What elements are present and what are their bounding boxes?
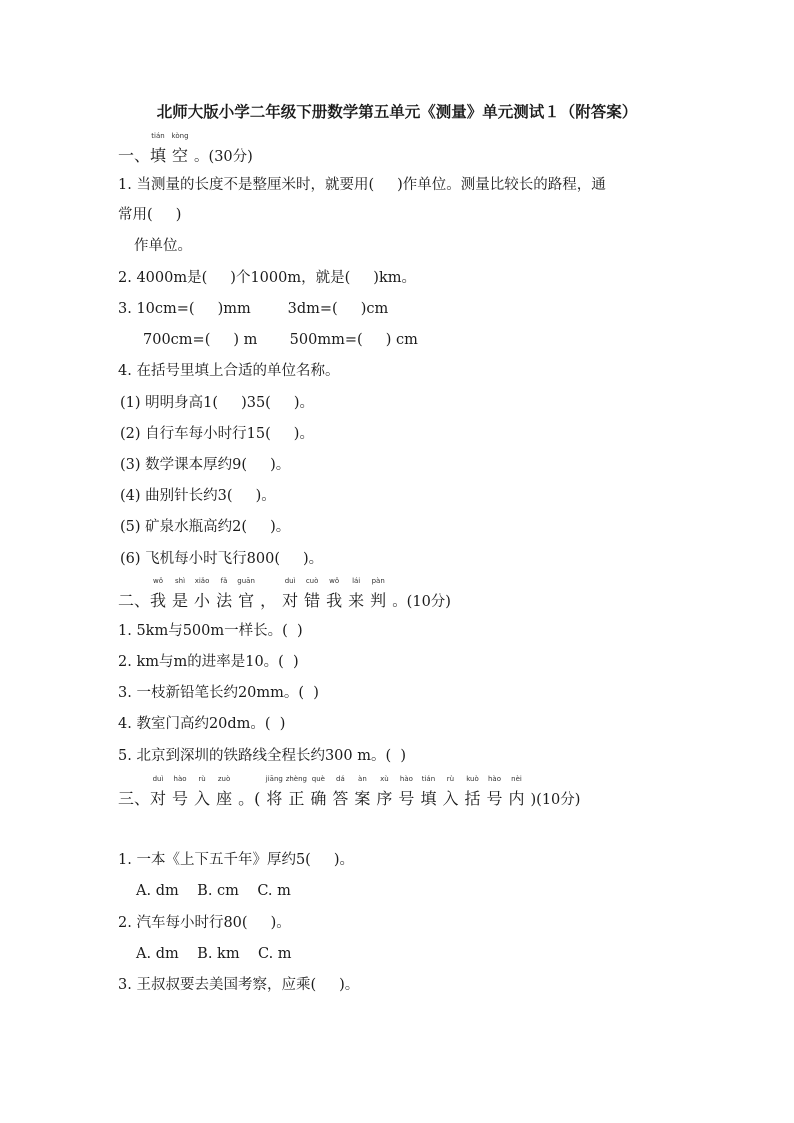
pinyin-text: zuò [217,775,231,783]
choice-options-2: A. dm B. km C. m [136,946,292,962]
judge-item: 4. 教室门高约20dm。( ) [118,716,286,732]
hanzi-char: 是 [172,591,189,610]
choice-question-3: 3. 王叔叔要去美国考察，应乘( )。 [118,977,360,993]
pinyin-char [420,775,437,809]
pinyin-char [486,775,503,809]
pinyin-char [171,132,189,166]
hanzi-char: 号 [486,789,503,808]
section-number: 一、 [118,146,151,165]
hanzi-char: 内 [508,789,525,808]
question-1-line-2: 常用( ) [118,207,182,223]
pinyin-char [265,775,283,809]
pinyin-char [150,775,167,809]
pinyin-char [508,775,525,809]
pinyin-text: shì [175,577,186,585]
hanzi-char: 入 [442,789,459,808]
hanzi-char: 法 [216,591,233,610]
pinyin-char [354,775,371,809]
hanzi-char: 座 [216,789,233,808]
judge-item: 1. 5km与500m一样长。( ) [118,623,303,639]
document-title: 北师大版小学二年级下册数学第五单元《测量》单元测试１（附答案） [156,102,638,121]
question-1-line-1: 1. 当测量的长度不是整厘米时，就要用( )作单位。测量比较长的路程，通 [118,177,606,193]
pinyin-text: wǒ [153,577,164,585]
pinyin-text: cuò [305,577,319,585]
hanzi-char: 我 [326,591,343,610]
pinyin-text: hào [173,775,187,783]
hanzi-char: 空 [172,146,189,165]
question-2: 2. 4000m是( )个1000m，就是( )km。 [118,270,416,286]
hanzi-char: 将 [266,789,283,808]
hanzi-char: 错 [304,591,321,610]
choice-question-1: 1. 一本《上下五千年》厚约5( )。 [118,852,355,868]
pinyin-text: hào [399,775,413,783]
hanzi-char: ， [260,591,277,610]
question-4-item: (6) 飞机每小时飞行800( )。 [120,551,324,567]
section-tail: )(10分) [530,792,581,808]
pinyin-char [172,775,189,809]
pinyin-char [216,577,233,611]
pinyin-text: rù [446,775,455,783]
section-2-heading [118,577,451,611]
pinyin-text: rù [198,775,206,783]
pinyin-text: dá [336,775,345,783]
section-number: 二、 [118,591,151,610]
question-4-item: (5) 矿泉水瓶高约2( )。 [120,519,291,535]
pinyin-char [194,775,211,809]
hanzi-char: 来 [348,591,365,610]
pinyin-char [310,775,327,809]
pinyin-text: nèi [511,775,522,783]
hanzi-char: 正 [288,789,305,808]
pinyin-char [260,588,276,611]
pinyin-text: hào [487,775,501,783]
pinyin-text: jiāng [265,775,283,783]
pinyin-char [150,132,167,166]
hanzi-char: 确 [310,789,327,808]
pinyin-text: tián [151,132,165,140]
pinyin-text: duì [152,775,164,783]
hanzi-char: 小 [194,591,211,610]
judge-item: 5. 北京到深圳的铁路线全程长约300 m。( ) [118,748,407,764]
hanzi-char: 对 [282,591,299,610]
pinyin-char [464,775,481,809]
pinyin-text: kuò [466,775,479,783]
judge-item: 2. km与m的进率是10。( ) [118,654,299,670]
hanzi-char: 号 [398,789,415,808]
section-3-heading [118,775,581,809]
hanzi-char: 案 [354,789,371,808]
pinyin-text: pàn [371,577,385,585]
pinyin-char [332,775,349,809]
pinyin-text: wǒ [329,577,340,585]
pinyin-char [304,577,321,611]
pinyin-char [398,775,415,809]
pinyin-text: fǎ [220,577,228,585]
hanzi-char: 入 [194,789,211,808]
choice-question-2: 2. 汽车每小时行80( )。 [118,915,291,931]
question-1-line-3: 作单位。 [134,238,192,254]
pinyin-text: xù [380,775,389,783]
choice-options-1: A. dm B. cm C. m [136,883,291,899]
section-tail: 。(30分) [194,149,253,165]
hanzi-char: 答 [332,789,349,808]
pinyin-text: duì [284,577,296,585]
pinyin-char [150,577,167,611]
pinyin-text: guān [237,577,255,585]
section-1-heading [118,132,253,166]
section-number: 三、 [118,789,151,808]
question-3-line-1: 3. 10cm=( )mm 3dm=( )cm [118,301,389,317]
question-3-line-2: 700cm=( ) m 500mm=( ) cm [143,332,418,348]
pinyin-char [237,577,255,611]
pinyin-text: tián [421,775,436,783]
pinyin-text: xiǎo [194,577,210,585]
hanzi-char: 号 [172,789,189,808]
section-tail: 。(10分) [392,594,451,610]
pinyin-char [282,577,299,611]
hanzi-char: 。( [238,789,261,808]
pinyin-char [442,775,459,809]
pinyin-text: lái [352,577,361,585]
pinyin-char [172,577,189,611]
question-4-item: (1) 明明身高1( )35( )。 [120,395,315,411]
pinyin-char [348,577,365,611]
pinyin-char [326,577,343,611]
pinyin-text: kòng [171,132,189,140]
hanzi-char: 填 [420,789,437,808]
pinyin-char [376,775,393,809]
question-4: 4. 在括号里填上合适的单位名称。 [118,363,340,379]
pinyin-text: què [311,775,325,783]
hanzi-char: 括 [464,789,481,808]
pinyin-char [238,786,260,809]
hanzi-char: 填 [150,146,167,165]
pinyin-char [285,775,307,809]
pinyin-text: àn [358,775,367,783]
hanzi-char: 官 [238,591,255,610]
pinyin-char [194,577,211,611]
question-4-item: (3) 数学课本厚约9( )。 [120,457,291,473]
pinyin-char [216,775,233,809]
hanzi-char: 序 [376,789,393,808]
hanzi-char: 对 [150,789,167,808]
hanzi-char: 判 [370,591,387,610]
judge-item: 3. 一枝新铅笔长约20mm。( ) [118,685,319,701]
question-4-item: (4) 曲别针长约3( )。 [120,488,276,504]
pinyin-char [370,577,387,611]
pinyin-text: zhèng [285,775,307,783]
hanzi-char: 我 [150,591,167,610]
question-4-item: (2) 自行车每小时行15( )。 [120,426,314,442]
